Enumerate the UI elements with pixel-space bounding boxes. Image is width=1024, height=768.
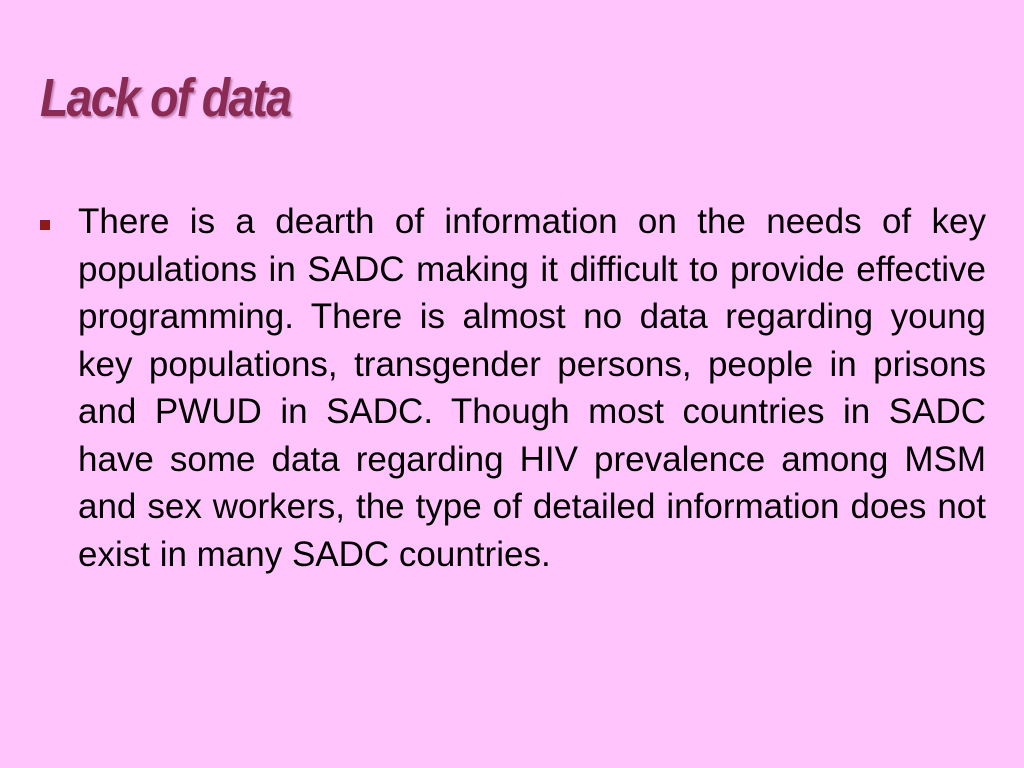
slide-title: Lack of data: [40, 68, 291, 128]
bullet-text: There is a dearth of information on the needs of key populations in SADC making it difficult to provide effective programming. There is almost no data regarding young key populations, transgender persons, people in prisons and PWUD in SADC. Though most countries in SADC have some data regarding HIV prevalence among MSM and sex workers, the type of detailed information does not exist in many SADC countries.: [78, 202, 986, 574]
bullet-item: [40, 198, 986, 578]
square-bullet-icon: [40, 220, 50, 230]
bullet-list: [40, 198, 986, 578]
